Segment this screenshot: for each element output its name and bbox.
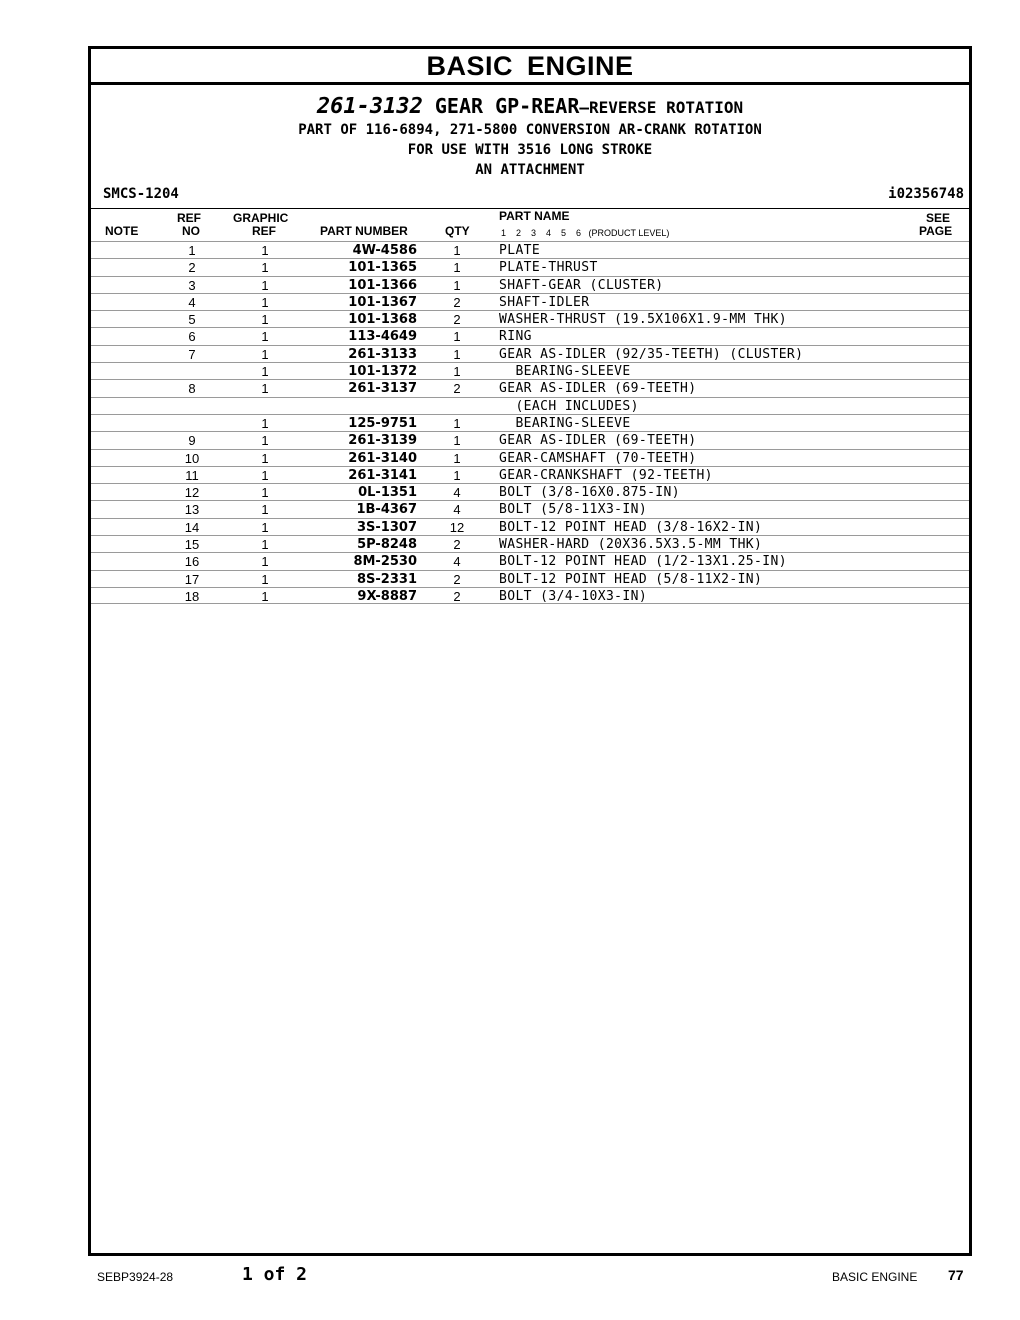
- table-row: [91, 379, 969, 396]
- part-number: 261-3137: [348, 381, 417, 397]
- quantity: 1: [453, 467, 461, 483]
- table-row: [91, 414, 969, 431]
- part-number: 3S-1307: [357, 519, 417, 535]
- ref-no: 16: [184, 554, 200, 570]
- section-title: BASIC ENGINE: [91, 49, 969, 85]
- table-row: [91, 518, 969, 535]
- part-name: PLATE: [499, 243, 541, 258]
- quantity: 1: [453, 277, 461, 293]
- ref-no: 6: [188, 329, 196, 345]
- table-row: [91, 310, 969, 327]
- table-row: [91, 500, 969, 517]
- col-part-number: PART NUMBER: [320, 224, 408, 238]
- smcs-code: SMCS-1204: [103, 186, 179, 202]
- graphic-ref: 1: [261, 433, 269, 449]
- part-name: BOLT-12 POINT HEAD (1/2-13X1.25-IN): [499, 554, 787, 570]
- quantity: 2: [453, 381, 461, 397]
- footer-page-number: 77: [948, 1267, 964, 1283]
- table-row: [91, 327, 969, 344]
- footer-page-of: 1 of 2: [242, 1264, 308, 1285]
- col-ref-bottom: NO: [182, 224, 200, 238]
- quantity: 1: [453, 346, 461, 362]
- quantity: 1: [453, 364, 461, 380]
- graphic-ref: 1: [261, 485, 269, 501]
- part-number: 0L-1351: [358, 485, 417, 501]
- part-number: 101-1368: [348, 312, 417, 328]
- graphic-ref: 1: [261, 588, 269, 604]
- parts-table: [91, 241, 969, 604]
- col-product-levels: 1 2 3 4 5 6 (PRODUCT LEVEL): [501, 228, 670, 238]
- graphic-ref: 1: [261, 294, 269, 310]
- part-number: 4W-4586: [352, 243, 417, 258]
- ref-no: 15: [184, 537, 200, 553]
- group-part-of: PART OF 116-6894, 271-5800 CONVERSION AR-CRANK ROTATION: [298, 122, 762, 138]
- graphic-ref: 1: [261, 364, 269, 380]
- part-name: WASHER-THRUST (19.5X106X1.9-MM THK): [499, 312, 787, 328]
- part-name: BOLT (5/8-11X3-IN): [499, 502, 648, 518]
- part-name: BEARING-SLEEVE: [499, 415, 631, 431]
- part-name: (EACH INCLUDES): [499, 398, 639, 414]
- page-footer: [0, 1262, 1020, 1292]
- table-row: [91, 449, 969, 466]
- ref-no: 4: [188, 294, 196, 310]
- graphic-ref: 1: [261, 467, 269, 483]
- illustration-id: i02356748: [888, 186, 964, 202]
- quantity: 1: [453, 243, 461, 258]
- graphic-ref: 1: [261, 381, 269, 397]
- quantity: 1: [453, 433, 461, 449]
- graphic-ref: 1: [261, 243, 269, 258]
- footer-doc-number: SEBP3924-28: [97, 1270, 174, 1284]
- part-name: GEAR AS-IDLER (69-TEETH): [499, 433, 697, 449]
- ref-no: 14: [184, 519, 200, 535]
- quantity: 12: [449, 519, 465, 535]
- table-row: [91, 258, 969, 275]
- table-row: [91, 466, 969, 483]
- part-number: 101-1372: [348, 364, 417, 380]
- ref-no: 7: [188, 346, 196, 362]
- graphic-ref: 1: [261, 260, 269, 276]
- quantity: 1: [453, 415, 461, 431]
- ref-no: 13: [184, 502, 200, 518]
- quantity: 2: [453, 294, 461, 310]
- part-name: BOLT-12 POINT HEAD (5/8-11X2-IN): [499, 571, 763, 587]
- part-number: 8M-2530: [353, 554, 417, 570]
- table-row: [91, 535, 969, 552]
- part-name: GEAR AS-IDLER (92/35-TEETH) (CLUSTER): [499, 346, 804, 362]
- part-number: 261-3140: [348, 450, 417, 466]
- table-row: [91, 397, 969, 414]
- group-attachment: AN ATTACHMENT: [475, 162, 585, 178]
- ref-no: 17: [184, 571, 200, 587]
- part-name: BOLT (3/8-16X0.875-IN): [499, 485, 680, 501]
- part-number: 113-4649: [348, 329, 417, 345]
- group-heading: [91, 85, 969, 180]
- col-note: NOTE: [105, 224, 139, 238]
- part-number: 5P-8248: [357, 537, 417, 553]
- quantity: 1: [453, 329, 461, 345]
- table-row: [91, 587, 969, 604]
- graphic-ref: 1: [261, 519, 269, 535]
- quantity: 2: [453, 537, 461, 553]
- col-qty: QTY: [445, 224, 470, 238]
- ref-no: 10: [184, 450, 200, 466]
- part-name: PLATE-THRUST: [499, 260, 598, 276]
- table-row: [91, 241, 969, 258]
- table-row: [91, 483, 969, 500]
- quantity: 4: [453, 502, 461, 518]
- part-name: BEARING-SLEEVE: [499, 364, 631, 380]
- col-graphic-bottom: REF: [252, 224, 276, 238]
- table-row: [91, 293, 969, 310]
- group-suffix: —REVERSE ROTATION: [579, 98, 744, 117]
- quantity: 2: [453, 312, 461, 328]
- table-row: [91, 362, 969, 379]
- table-row: [91, 276, 969, 293]
- table-header: [91, 208, 969, 241]
- group-part-number: 261-3132: [316, 94, 423, 119]
- part-name: GEAR AS-IDLER (69-TEETH): [499, 381, 697, 397]
- col-graphic-top: GRAPHIC: [233, 211, 289, 225]
- graphic-ref: 1: [261, 537, 269, 553]
- part-number: 101-1367: [348, 294, 417, 310]
- graphic-ref: 1: [261, 346, 269, 362]
- part-name: RING: [499, 329, 532, 345]
- part-number: 9X-8887: [357, 588, 417, 604]
- parts-page-frame: [88, 46, 972, 1256]
- ref-no: 18: [184, 588, 200, 604]
- graphic-ref: 1: [261, 571, 269, 587]
- ref-no: 8: [188, 381, 196, 397]
- part-name: BOLT (3/4-10X3-IN): [499, 588, 648, 604]
- ref-no: 5: [188, 312, 196, 328]
- group-title: [91, 94, 969, 120]
- ref-no: 11: [185, 467, 199, 483]
- group-use-with: FOR USE WITH 3516 LONG STROKE: [407, 142, 653, 158]
- part-number: 1B-4367: [356, 502, 417, 518]
- ref-no: 12: [184, 485, 200, 501]
- quantity: 1: [453, 260, 461, 276]
- part-name: SHAFT-GEAR (CLUSTER): [499, 277, 664, 293]
- ref-no: 3: [188, 277, 196, 293]
- ref-no: 2: [188, 260, 196, 276]
- part-name: WASHER-HARD (20X36.5X3.5-MM THK): [499, 537, 763, 553]
- graphic-ref: 1: [261, 450, 269, 466]
- part-number: 101-1366: [348, 277, 417, 293]
- table-row: [91, 552, 969, 569]
- part-name: SHAFT-IDLER: [499, 294, 590, 310]
- graphic-ref: 1: [261, 415, 269, 431]
- part-number: 261-3133: [348, 346, 417, 362]
- ref-no: 9: [188, 433, 196, 449]
- ref-no: 1: [188, 243, 196, 258]
- part-number: 8S-2331: [357, 571, 417, 587]
- part-number: 101-1365: [348, 260, 417, 276]
- quantity: 2: [453, 571, 461, 587]
- graphic-ref: 1: [261, 554, 269, 570]
- col-see-bottom: PAGE: [919, 224, 953, 238]
- col-ref-top: REF: [177, 211, 201, 225]
- quantity: 4: [453, 554, 461, 570]
- part-number: 125-9751: [348, 415, 417, 431]
- part-number: 261-3139: [348, 433, 417, 449]
- table-row: [91, 431, 969, 448]
- footer-section: BASIC ENGINE: [832, 1270, 918, 1284]
- group-name: GEAR GP-REAR: [434, 94, 580, 118]
- quantity: 1: [453, 450, 461, 466]
- col-part-name: PART NAME: [499, 209, 570, 223]
- meta-row: [91, 184, 969, 206]
- part-name: GEAR-CRANKSHAFT (92-TEETH): [499, 467, 713, 483]
- table-row: [91, 345, 969, 362]
- quantity: 2: [453, 588, 461, 604]
- graphic-ref: 1: [261, 329, 269, 345]
- table-row: [91, 570, 969, 587]
- graphic-ref: 1: [261, 502, 269, 518]
- part-name: GEAR-CAMSHAFT (70-TEETH): [499, 450, 697, 466]
- graphic-ref: 1: [261, 277, 269, 293]
- quantity: 4: [453, 485, 461, 501]
- part-number: 261-3141: [348, 467, 417, 483]
- part-name: BOLT-12 POINT HEAD (3/8-16X2-IN): [499, 519, 763, 535]
- col-see-top: SEE: [926, 211, 951, 225]
- graphic-ref: 1: [261, 312, 269, 328]
